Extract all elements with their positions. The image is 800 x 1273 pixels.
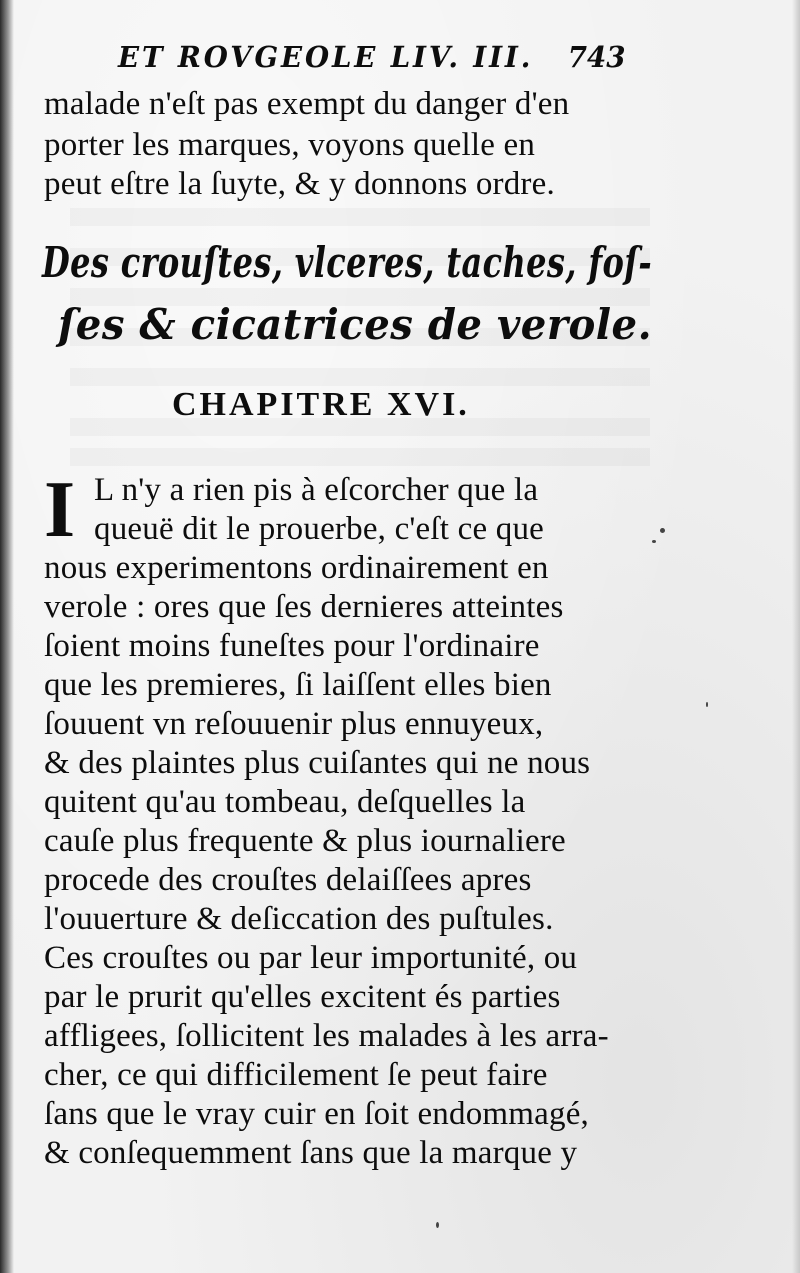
intro-line: porter les marques, voyons quelle en: [44, 127, 536, 163]
drop-cap: I: [44, 466, 76, 554]
running-head: [118, 40, 652, 74]
intro-line: malade n'eſt pas exempt du danger d'en: [44, 86, 570, 122]
body-line: quitent qu'au tombeau, deſquelles la: [44, 784, 526, 820]
body-line: Ces crouſtes ou par leur importunité, ou: [44, 940, 578, 976]
body-line: procede des crouſtes delaiſſees apres: [44, 862, 532, 898]
body-line: ſans que le vray cuir en ſoit endommagé,: [44, 1096, 589, 1132]
show-through: [70, 448, 650, 466]
body-line: & des plaintes plus cuiſantes qui ne nous: [44, 745, 591, 781]
ink-speck: [652, 540, 656, 543]
page-edge: [792, 0, 800, 1273]
body-line: l'ouuerture & deſiccation des puſtules.: [44, 901, 554, 937]
body-line: nous experimentons ordinairement en: [44, 550, 549, 586]
body-line: que les premieres, ſi laiſſent elles bien: [44, 667, 552, 703]
ink-speck: [436, 1222, 439, 1228]
show-through: [70, 208, 650, 226]
ink-speck: [706, 702, 708, 707]
ink-speck: [660, 528, 665, 533]
section-title-line-2: ſes & cicatrices de verole.: [58, 300, 653, 349]
binding-shadow: [0, 0, 14, 1273]
intro-line: peut eſtre la ſuyte, & y donnons ordre.: [44, 166, 555, 202]
body-line: verole : ores que ſes dernieres atteintes: [44, 589, 564, 625]
body-line: cauſe plus frequente & plus iournaliere: [44, 823, 566, 859]
body-line: L n'y a rien pis à eſcorcher que la: [94, 472, 539, 508]
running-head-title: ET ROVGEOLE LIV. III.: [118, 40, 534, 74]
chapter-heading: CHAPITRE XVI.: [172, 386, 470, 423]
body-line: queuë dit le prouerbe, c'eſt ce que: [94, 511, 544, 547]
show-through: [70, 368, 650, 386]
body-line: cher, ce qui difficilement ſe peut faire: [44, 1057, 548, 1093]
section-title-line-1: Des crouſtes, vlceres, taches, foſ-: [42, 238, 653, 287]
body-line: ſoient moins funeſtes pour l'ordinaire: [44, 628, 540, 664]
body-line: par le prurit qu'elles excitent és parties: [44, 979, 561, 1015]
body-line: affligees, ſollicitent les malades à les arra-: [44, 1018, 609, 1054]
page-number: 743: [567, 40, 626, 74]
body-line: ſouuent vn reſouuenir plus ennuyeux,: [44, 706, 544, 742]
body-line: & conſequemment ſans que la marque y: [44, 1135, 578, 1171]
